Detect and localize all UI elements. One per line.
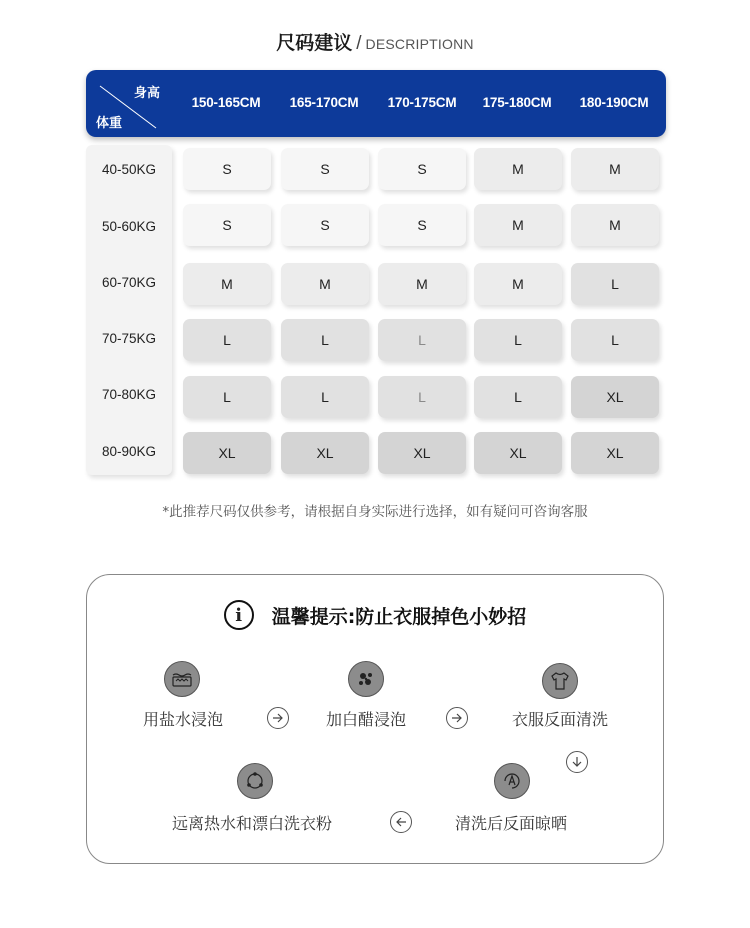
size-cell: L xyxy=(378,319,466,361)
size-disclaimer: *此推荐尺码仅供参考，请根据自身实际进行选择，如有疑问可咨询客服 xyxy=(162,504,588,520)
weight-row-label: 40-50KG xyxy=(101,162,157,177)
weight-row-label: 80-90KG xyxy=(101,444,157,459)
size-cell: L xyxy=(183,319,271,361)
size-cell: L xyxy=(474,376,562,418)
page-title xyxy=(0,28,750,55)
shirt-icon xyxy=(542,663,578,699)
size-cell: XL xyxy=(474,432,562,474)
tips-title: 温馨提示:防止衣服掉色小妙招 xyxy=(271,605,527,628)
height-column-header: 165-170CM xyxy=(289,95,359,110)
size-cell: M xyxy=(571,148,659,190)
tips-box xyxy=(86,574,664,864)
step-label: 远离热水和漂白洗衣粉 xyxy=(171,814,332,833)
size-cell: S xyxy=(281,148,369,190)
size-table-header xyxy=(86,70,666,137)
arrow-right-icon xyxy=(446,707,468,729)
size-cell: XL xyxy=(571,432,659,474)
step-label: 清洗后反面晾晒 xyxy=(454,814,567,833)
step-label: 用盐水浸泡 xyxy=(142,710,223,729)
height-column-header: 170-175CM xyxy=(387,95,457,110)
size-cell: XL xyxy=(281,432,369,474)
size-cell: M xyxy=(474,263,562,305)
header-corner xyxy=(86,70,181,137)
arrow-right-icon xyxy=(267,707,289,729)
size-cell: S xyxy=(183,204,271,246)
height-column-header: 180-190CM xyxy=(579,95,649,110)
size-cell: S xyxy=(378,148,466,190)
step-label: 加白醋浸泡 xyxy=(325,710,406,729)
size-cell: L xyxy=(281,319,369,361)
title-main: 尺码建议 xyxy=(276,32,353,54)
height-column-header: 175-180CM xyxy=(482,95,552,110)
size-cell: M xyxy=(571,204,659,246)
size-cell: M xyxy=(474,204,562,246)
salt-water-icon xyxy=(164,661,200,697)
size-cell: S xyxy=(183,148,271,190)
size-cell: M xyxy=(378,263,466,305)
weight-row-label: 70-75KG xyxy=(101,331,157,346)
info-icon: i xyxy=(224,600,254,630)
size-cell: L xyxy=(281,376,369,418)
corner-height-label: 身高 xyxy=(134,86,161,101)
corner-weight-label: 体重 xyxy=(96,116,123,131)
size-cell: M xyxy=(474,148,562,190)
size-cell: L xyxy=(474,319,562,361)
size-cell: M xyxy=(281,263,369,305)
vinegar-icon xyxy=(348,661,384,697)
arrow-left-icon xyxy=(390,811,412,833)
size-cell: XL xyxy=(378,432,466,474)
weight-row-label: 50-60KG xyxy=(101,219,157,234)
detergent-icon xyxy=(237,763,273,799)
size-cell: L xyxy=(571,263,659,305)
size-cell: S xyxy=(281,204,369,246)
size-cell: L xyxy=(571,319,659,361)
size-cell: L xyxy=(183,376,271,418)
size-cell: S xyxy=(378,204,466,246)
size-cell: M xyxy=(183,263,271,305)
size-cell: L xyxy=(378,376,466,418)
title-separator: / xyxy=(356,33,362,54)
step-label: 衣服反面清洗 xyxy=(511,710,608,729)
weight-row-label: 60-70KG xyxy=(101,275,157,290)
size-cell: XL xyxy=(183,432,271,474)
title-english: DESCRIPTIONN xyxy=(365,36,474,52)
size-cell: XL xyxy=(571,376,659,418)
weight-column xyxy=(86,145,172,475)
tips-header xyxy=(87,599,663,631)
arrow-down-icon xyxy=(566,751,588,773)
height-column-header: 150-165CM xyxy=(191,95,261,110)
sun-dry-icon xyxy=(494,763,530,799)
weight-row-label: 70-80KG xyxy=(101,387,157,402)
